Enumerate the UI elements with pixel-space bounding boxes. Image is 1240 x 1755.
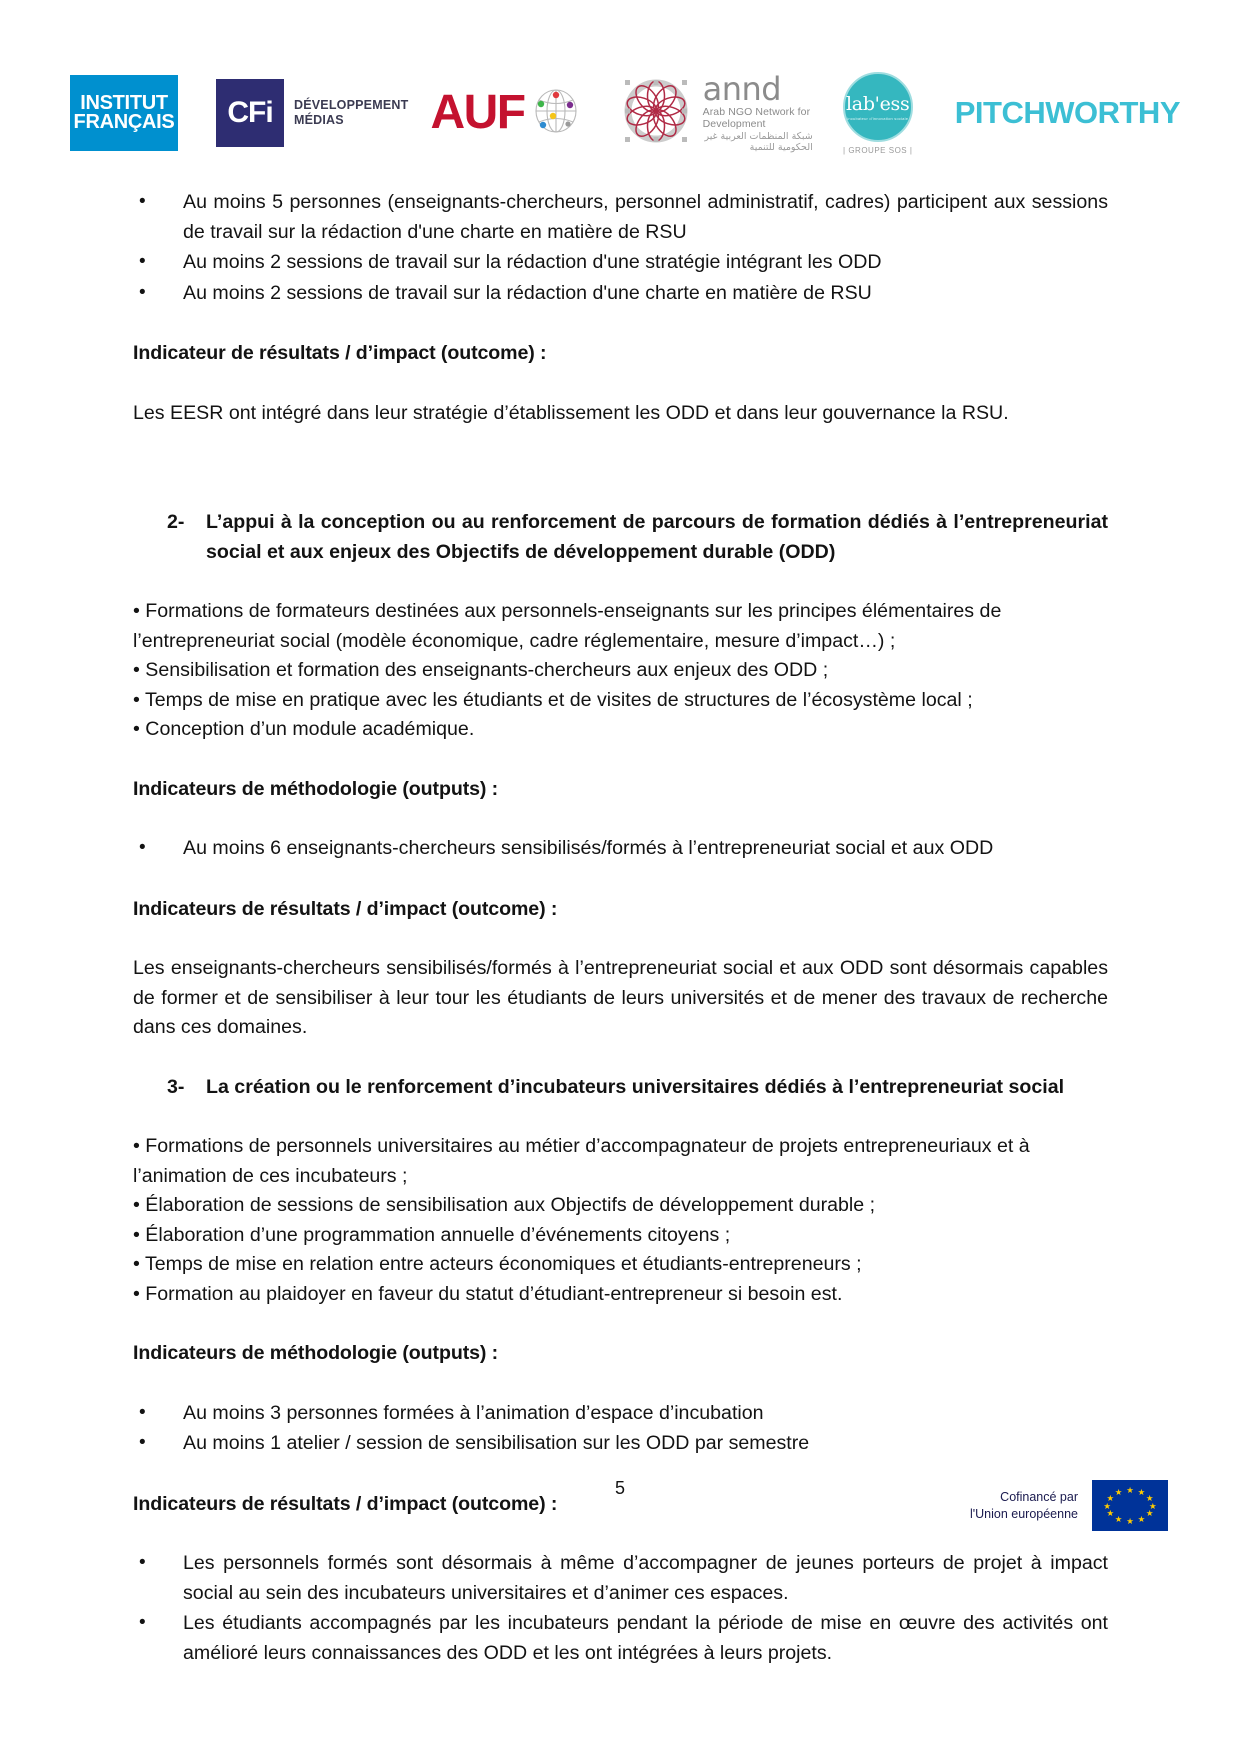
annd-arabic-name: شبكة المنظمات العربية غير الحكومية للتنمية: [704, 130, 813, 153]
auf-globe-icon: [529, 84, 583, 143]
institut-francais-line2: FRANÇAIS: [73, 111, 175, 133]
labess-wordmark: lab'ess: [846, 92, 910, 115]
partner-logo-bar: [70, 62, 1180, 164]
list-item: • Conception d’un module académique.: [133, 718, 475, 740]
section2-outputs-heading: Indicateurs de méthodologie (outputs) :: [133, 777, 499, 800]
document-content: [133, 188, 1108, 1669]
annd-english-name: Arab NGO Network for Development: [702, 105, 811, 130]
list-item: • Les étudiants accompagnés par les incubateurs pendant la période de mise en œuvre des activités ont amélioré leurs connaissances des ODD et les ont intégrées à leurs projets.: [133, 1609, 1108, 1668]
eu-star-icon: ★: [1145, 1492, 1154, 1503]
labess-group-label: | GROUPE SOS |: [843, 145, 913, 155]
section2-outcome-heading: Indicateurs de résultats / d’impact (outcome) :: [133, 897, 558, 920]
section3-number: 3-: [167, 1075, 185, 1098]
list-item: • Temps de mise en pratique avec les étudiants et de visites de structures de l’écosystème local ;: [133, 688, 973, 711]
logo-cfi: [216, 79, 408, 147]
section3-outputs-heading: Indicateurs de méthodologie (outputs) :: [133, 1342, 499, 1364]
list-item: • Formation au plaidoyer en faveur du statut d’étudiant-entrepreneur si besoin est.: [133, 1282, 843, 1305]
eu-star-icon: ★: [1126, 1515, 1134, 1526]
section2-heading: [133, 508, 1108, 567]
logo-annd: [617, 69, 813, 155]
section3-outcome-bullets: [133, 1549, 1108, 1668]
eu-star-icon: ★: [1103, 1500, 1111, 1511]
list-item: • Au moins 5 personnes (enseignants-chercheurs, personnel administratif, cadres) participent aux sessions de travail sur la rédaction d'une charte en matière de RSU: [133, 188, 1108, 247]
eu-star-icon: ★: [1148, 1500, 1157, 1511]
section1-outcome-text: Les EESR ont intégré dans leur stratégie d’établissement les ODD et dans leur gouvernance la RSU.: [133, 401, 1009, 424]
list-item: • Au moins 1 atelier / session de sensibilisation sur les ODD par semestre: [133, 1429, 1108, 1459]
section2-number: 2-: [167, 511, 185, 533]
eu-funding-line1: Cofinancé par: [1000, 1489, 1078, 1504]
eu-funding-line2: l'Union européenne: [969, 1506, 1078, 1521]
section3-activities: [133, 1132, 1108, 1309]
auf-mark: AUF: [430, 86, 525, 139]
institut-francais-line1: INSTITUT: [80, 92, 168, 114]
section3-heading: [133, 1073, 1108, 1103]
section2-title: L’appui à la conception ou au renforcement de parcours de formation dédiés à l’entrepreneuriat social et aux enjeux des Objectifs de développement durable (ODD): [206, 511, 1108, 563]
cfi-mark-box: [216, 79, 284, 147]
eu-star-icon: ★: [1137, 1486, 1146, 1497]
eu-funding-caption: [970, 1489, 1078, 1523]
list-item: • Formations de personnels universitaires au métier d’accompagnateur de projets entrepreneuriaux et à l’animation de ces incubateurs ;: [133, 1135, 1030, 1187]
labess-circle-icon: [843, 72, 913, 142]
eu-star-icon: ★: [1106, 1507, 1115, 1518]
eu-star-icon: ★: [1145, 1507, 1154, 1518]
eu-star-icon: ★: [1126, 1484, 1134, 1495]
list-item: • Élaboration de sessions de sensibilisation aux Objectifs de développement durable ;: [133, 1194, 876, 1216]
annd-wordmark: annd: [702, 69, 782, 108]
list-item: • Formations de formateurs destinées aux personnels-enseignants sur les principes élémentaires de l’entrepreneuriat social (modèle économique, cadre réglementaire, mesure d’impact…) ;: [133, 600, 1002, 652]
eu-star-icon: ★: [1114, 1486, 1123, 1497]
logo-pitchworthy: [955, 95, 1180, 131]
section2-output-bullets: [133, 834, 1108, 864]
list-item: • Temps de mise en relation entre acteurs économiques et étudiants-entrepreneurs ;: [133, 1253, 862, 1275]
labess-tagline: incubateur d'innovation sociale: [847, 115, 909, 121]
section1-outcome-heading: Indicateur de résultats / d’impact (outcome) :: [133, 342, 547, 364]
list-item: • Sensibilisation et formation des enseignants-chercheurs aux enjeux des ODD ;: [133, 659, 829, 681]
cfi-subtitle: [294, 98, 408, 128]
eu-flag-icon: [1092, 1480, 1168, 1531]
list-item: • Au moins 3 personnes formées à l’animation d’espace d’incubation: [133, 1399, 1108, 1429]
section2-outcome-text: Les enseignants-chercheurs sensibilisés/formés à l’entrepreneuriat social et aux ODD sont désormais capables de former et de sensibiliser à leur tour les étudiants de leurs universités et de mener des travaux de recherche dans ces domaines.: [133, 957, 1108, 1038]
list-item: • Élaboration d’une programmation annuelle d’événements citoyens ;: [133, 1223, 731, 1246]
cfi-subtitle-line2: MÉDIAS: [294, 113, 344, 127]
eu-star-icon: ★: [1137, 1513, 1146, 1524]
list-item: • Au moins 2 sessions de travail sur la rédaction d'une charte en matière de RSU: [133, 279, 1108, 309]
annd-rosette-icon: [617, 72, 695, 155]
page-number: 5: [614, 1478, 625, 1498]
section1-output-bullets: [133, 188, 1108, 308]
pitchworthy-mark: PITCHWORTHY: [954, 95, 1180, 130]
logo-institut-francais: [70, 75, 216, 151]
eu-star-icon: ★: [1106, 1492, 1115, 1503]
eu-star-icon: ★: [1114, 1513, 1123, 1524]
section2-activities: [133, 597, 1108, 745]
section3-output-bullets: [133, 1399, 1108, 1459]
list-item: • Au moins 2 sessions de travail sur la rédaction d'une stratégie intégrant les ODD: [133, 248, 1108, 278]
list-item: • Les personnels formés sont désormais à même d’accompagner de jeunes porteurs de projet à impact social au sein des incubateurs universitaires et d’animer ces espaces.: [133, 1549, 1108, 1608]
cfi-mark: CFi: [227, 96, 273, 129]
eu-funding-footer: [970, 1480, 1168, 1531]
logo-auf: [430, 84, 582, 143]
logo-labess: [843, 72, 913, 155]
section3-title: La création ou le renforcement d’incubateurs universitaires dédiés à l’entrepreneuriat social: [206, 1075, 1065, 1098]
list-item: • Au moins 6 enseignants-chercheurs sensibilisés/formés à l’entrepreneuriat social et aux ODD: [133, 834, 1108, 864]
section3-outcome-heading: Indicateurs de résultats / d’impact (outcome) :: [133, 1492, 558, 1515]
cfi-subtitle-line1: DÉVELOPPEMENT: [294, 98, 409, 112]
